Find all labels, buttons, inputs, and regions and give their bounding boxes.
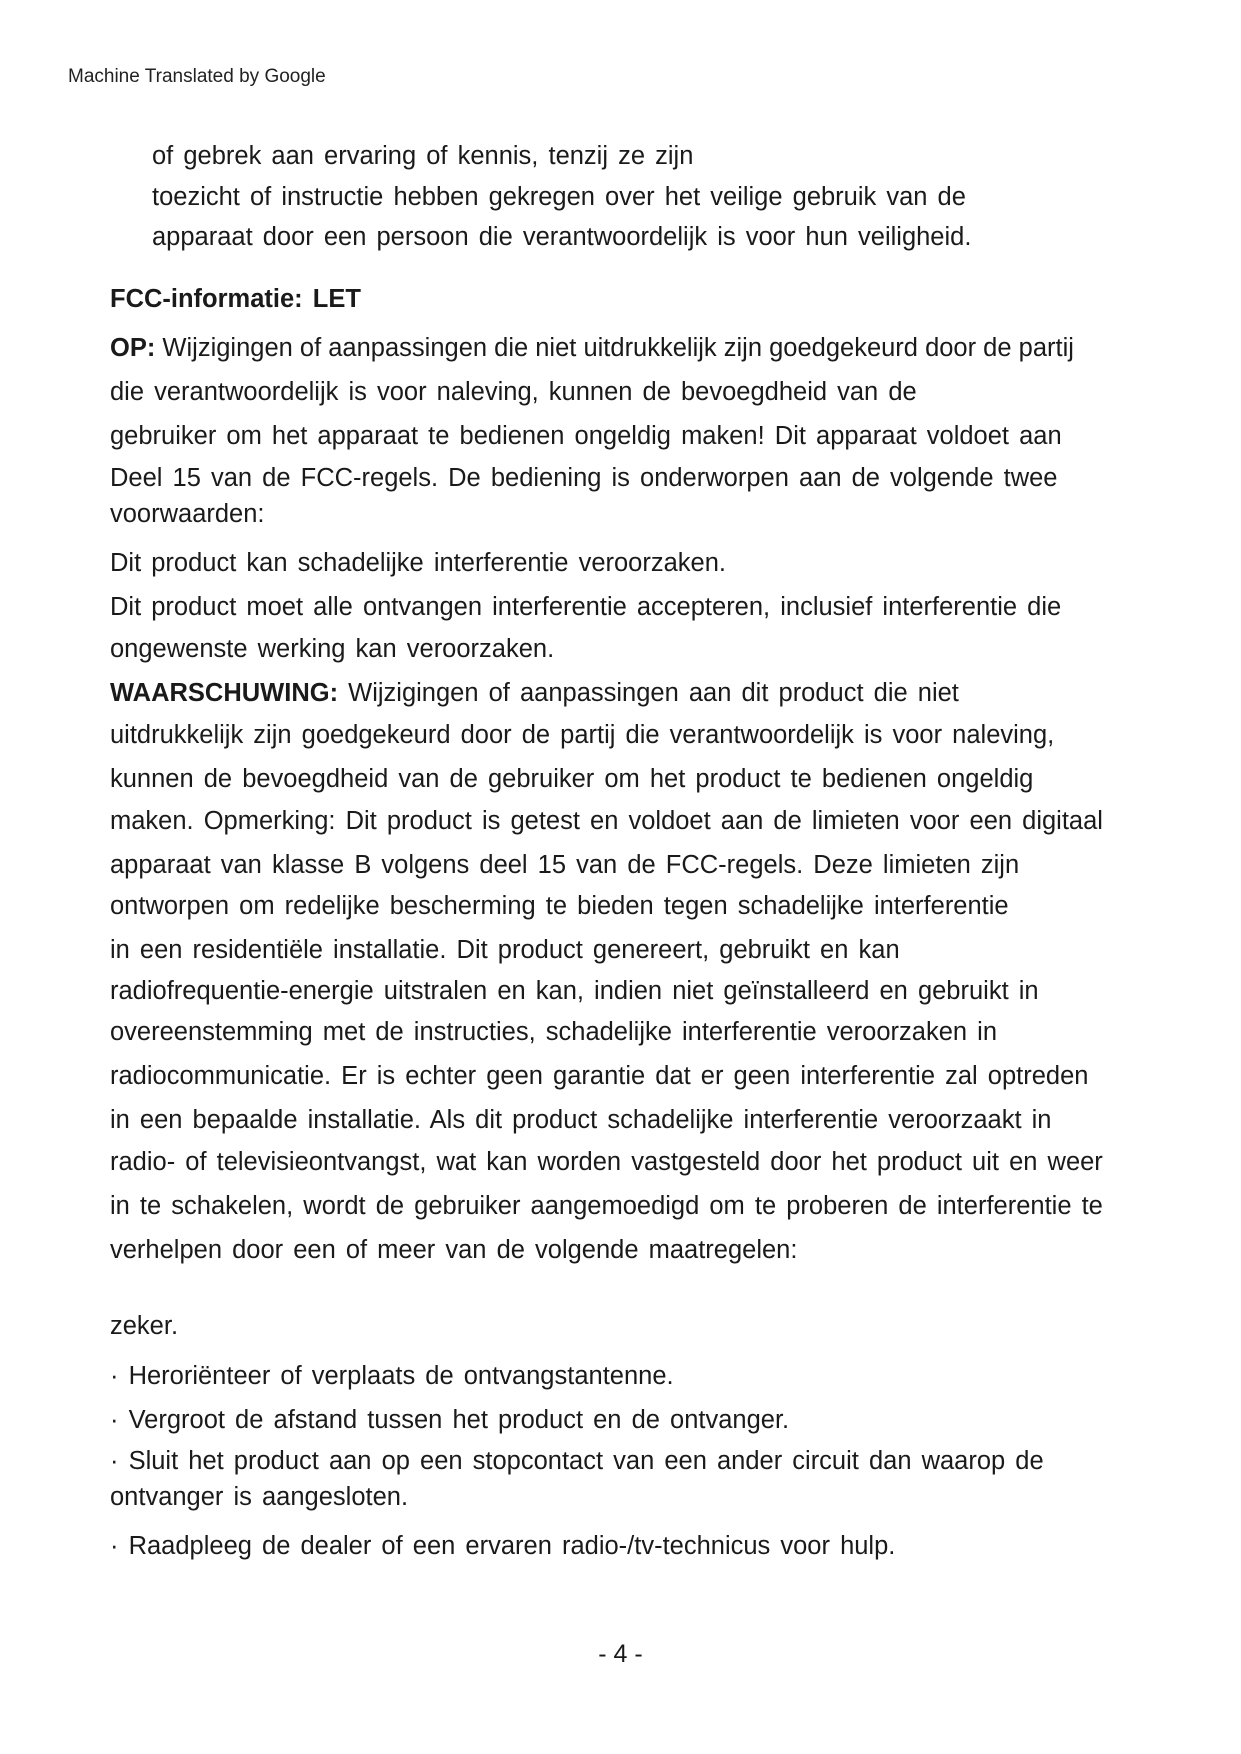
warning-line: radiocommunicatie. Er is echter geen garantie dat er geen interferentie zal optreden [110, 1062, 1089, 1090]
fcc-line: voorwaarden: [110, 500, 265, 528]
warning-line: radio- of televisieontvangst, wat kan worden vastgesteld door het product uit en weer [110, 1148, 1103, 1176]
warning-line: in een residentiële installatie. Dit product genereert, gebruikt en kan [110, 936, 900, 964]
intro-line: of gebrek aan ervaring of kennis, tenzij ze zijn [152, 142, 694, 170]
warning-line: overeenstemming met de instructies, schadelijke interferentie veroorzaken in [110, 1018, 998, 1046]
op-text: Wijzigingen of aanpassingen die niet uitdrukkelijk zijn goedgekeurd door de partij [155, 334, 1074, 362]
warning-line: in te schakelen, wordt de gebruiker aangemoedigd om te proberen de interferentie te [110, 1192, 1103, 1220]
op-label: OP: [110, 334, 156, 362]
fcc-line: Dit product kan schadelijke interferentie veroorzaken. [110, 549, 726, 577]
intro-line: apparaat door een persoon die verantwoordelijk is voor hun veiligheid. [152, 223, 972, 251]
warning-line: radiofrequentie-energie uitstralen en kan, indien niet geïnstalleerd en gebruikt in [110, 977, 1039, 1005]
warning-line: ontworpen om redelijke bescherming te bieden tegen schadelijke interferentie [110, 892, 1009, 920]
warning-line: in een bepaalde installatie. Als dit product schadelijke interferentie veroorzaakt in [110, 1106, 1052, 1134]
warning-line: kunnen de bevoegdheid van de gebruiker om het product te bedienen ongeldig [110, 765, 1034, 793]
warning-line: verhelpen door een of meer van de volgende maatregelen: [110, 1236, 798, 1264]
bullet-item-continuation: ontvanger is aangesloten. [110, 1483, 409, 1511]
fcc-op-line [110, 336, 1074, 362]
intro-line: toezicht of instructie hebben gekregen over het veilige gebruik van de [152, 183, 966, 211]
bullet-item: · Heroriënteer of verplaats de ontvangstantenne. [110, 1362, 674, 1390]
machine-translation-header: Machine Translated by Google [68, 66, 326, 87]
fcc-line: die verantwoordelijk is voor naleving, kunnen de bevoegdheid van de [110, 378, 917, 406]
bullet-item: · Raadpleeg de dealer of een ervaren radio-/tv-technicus voor hulp. [110, 1532, 896, 1560]
fcc-line: Dit product moet alle ontvangen interferentie accepteren, inclusief interferentie die [110, 593, 1062, 621]
warning-text: Wijzigingen of aanpassingen aan dit product die niet [338, 679, 959, 707]
warning-first-line [110, 681, 959, 707]
warning-line: uitdrukkelijk zijn goedgekeurd door de partij die verantwoordelijk is voor naleving, [110, 721, 1055, 749]
warning-label: WAARSCHUWING: [110, 679, 339, 707]
fcc-line: ongewenste werking kan veroorzaken. [110, 635, 555, 663]
warning-line: apparaat van klasse B volgens deel 15 van de FCC-regels. Deze limieten zijn [110, 851, 1020, 879]
page-number: - 4 - [598, 1640, 643, 1668]
fcc-line: Deel 15 van de FCC-regels. De bediening is onderworpen aan de volgende twee [110, 464, 1058, 492]
warning-line: maken. Opmerking: Dit product is getest en voldoet aan de limieten voor een digitaal [110, 807, 1103, 835]
fcc-heading: FCC-informatie: LET [110, 285, 361, 313]
bullet-item: · Sluit het product aan op een stopcontact van een ander circuit dan waarop de [110, 1447, 1044, 1475]
zeker-text: zeker. [110, 1312, 179, 1340]
fcc-line: gebruiker om het apparaat te bedienen ongeldig maken! Dit apparaat voldoet aan [110, 422, 1062, 450]
bullet-item: · Vergroot de afstand tussen het product en de ontvanger. [110, 1406, 790, 1434]
